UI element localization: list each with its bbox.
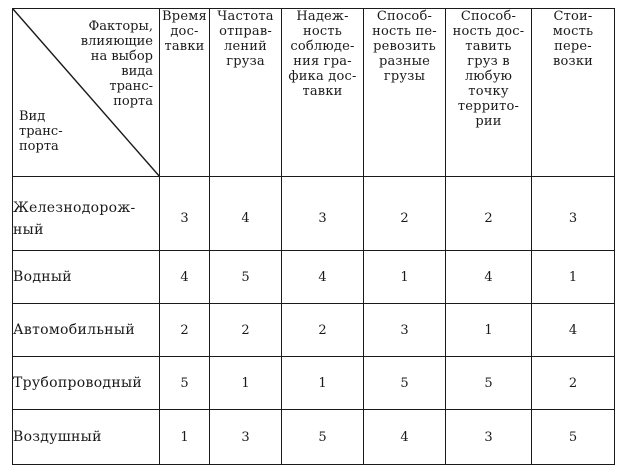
table-cell: 4 [160,251,210,304]
table-cell: 2 [210,304,282,357]
table-container [12,8,614,464]
row-label-water: Водный [13,251,160,304]
table-cell: 1 [210,357,282,410]
row-label-air: Воздушный [13,410,160,465]
table-cell: 1 [160,410,210,465]
row-label-pipeline: Трубопроводный [13,357,160,410]
corner-header-cell [13,9,160,177]
table-cell: 1 [282,357,364,410]
table-cell: 1 [532,251,615,304]
row-label-road: Автомобильный [13,304,160,357]
table-cell: 5 [446,357,532,410]
table-cell: 3 [210,410,282,465]
table-cell: 5 [160,357,210,410]
table-cell: 2 [160,304,210,357]
table-cell: 2 [364,177,446,251]
table-cell: 3 [446,410,532,465]
table-cell: 3 [532,177,615,251]
table-cell: 1 [446,304,532,357]
table-row [13,177,615,251]
table-row [13,251,615,304]
table-row [13,304,615,357]
table-cell: 5 [210,251,282,304]
table-cell: 3 [364,304,446,357]
column-header-schedule-reliability: Надеж- ность соблюде- ния гра- фика дос- тавки [282,9,364,177]
table-row [13,410,615,465]
column-header-shipment-frequency: Частота отправ- лений груза [210,9,282,177]
table-cell: 4 [210,177,282,251]
corner-transport-label: Вид транс- порта [19,109,63,154]
header-row [13,9,615,177]
table-cell: 3 [160,177,210,251]
table-cell: 4 [532,304,615,357]
table-cell: 2 [282,304,364,357]
column-header-transport-cost: Стои- мость пере- возки [532,9,615,177]
table-cell: 5 [532,410,615,465]
table-cell: 4 [282,251,364,304]
table-cell: 2 [532,357,615,410]
transport-factors-table [12,8,615,465]
column-header-cargo-versatility: Способ- ность пе- ревозить разные грузы [364,9,446,177]
table-row [13,357,615,410]
column-header-territory-reach: Способ- ность дос- тавить груз в любую точку террито- рии [446,9,532,177]
table-cell: 4 [446,251,532,304]
row-label-railway: Железнодорож- ный [13,177,160,251]
table-cell: 4 [364,410,446,465]
table-cell: 1 [364,251,446,304]
column-header-delivery-time: Время дос- тавки [160,9,210,177]
table-cell: 2 [446,177,532,251]
table-cell: 5 [282,410,364,465]
corner-factors-label: Факторы, влияющие на выбор вида транс- порта [80,19,153,109]
table-cell: 5 [364,357,446,410]
table-cell: 3 [282,177,364,251]
